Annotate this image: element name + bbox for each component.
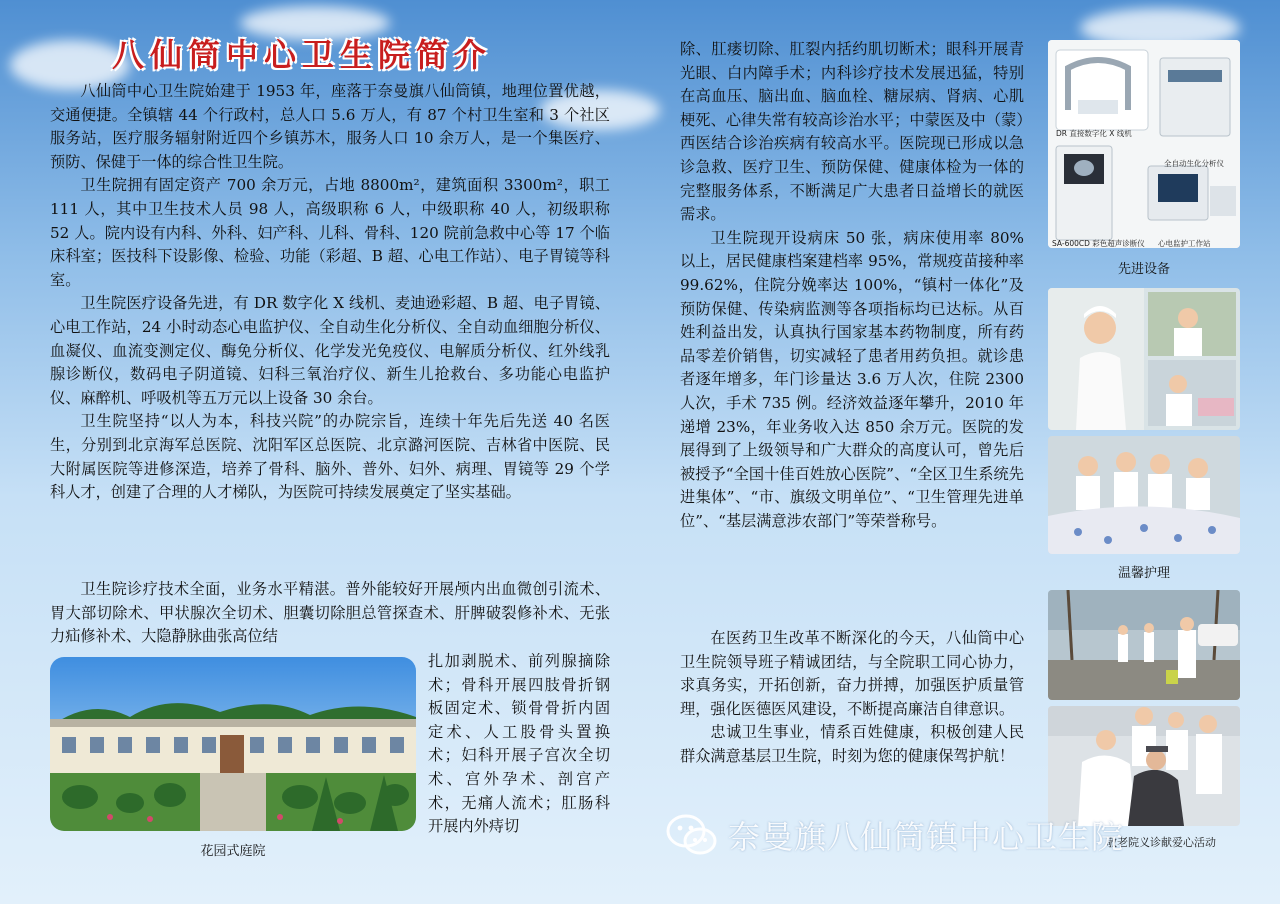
statistics-paragraph: 卫生院现开设病床 50 张，病床使用率 80% 以上，居民健康档案建档率 95%，常规疫苗接种率 99.62%，住院分娩率达 100%，“镇村一体化”及预防保健、传染病监测等各项指标均已达标。从百姓利益出发，认真执行国家基本药物制度，所有药品零差价销售，切实减轻了患者用药负担。就诊患者逐年增多，年门诊量达 3.6 万人次，住院 2300 人次，手术 735 例。经济效益逐年攀升，2010 年递增 23%，年业务收入达 850 余万元。医院的发展得到了上级领导和广大群众的高度认可，曾先后被授予“全国十佳百姓放心医院”、“全区卫生系统先进集体”、“市、旗级文明单位”、“卫生管理先进单位”、“基层满意涉农部门”等荣誉称号。 (680, 228, 1024, 530)
surgery-paragraph-wrap: 扎加剥脱术、前列腺摘除术；骨科开展四肢骨折钢板固定术、锁骨骨折内固定术、人工股骨头置换术；妇科开展子宫次全切术、宫外孕术、剖宫产术，无痛人流术；肛肠科开展内外痔切 (428, 652, 610, 836)
nursing-photo-top (1048, 288, 1240, 430)
intro-paragraph: 八仙筒中心卫生院始建于 1953 年，座落于奈曼旗八仙筒镇，地理位置优越，交通便捷。全镇辖 44 个行政村，总人口 5.6 万人，有 87 个村卫生室和 3 个社区服务站，医疗服务辐射附近四个乡镇苏木，服务人口 10 余万人，是一个集医疗、预防、保健于一体的综合性卫生院。 (50, 82, 610, 171)
equipment-label-ultrasound: SA-600CD 彩色超声诊断仪 (1052, 239, 1145, 248)
nursing-photo-bottom-image (1048, 436, 1240, 554)
outreach-photo-top-image (1048, 590, 1240, 700)
garden-caption: 花园式庭院 (200, 844, 266, 859)
equipment-photo-image (1048, 40, 1240, 248)
outreach-label: 敬老院义诊献爱心活动 (1106, 836, 1216, 849)
closing-column (680, 627, 1024, 769)
outreach-photo-bottom (1048, 706, 1240, 826)
watermark-text: 奈曼旗八仙筒镇中心卫生院 (728, 818, 1125, 856)
outreach-photo-top (1048, 590, 1240, 700)
surgery-paragraph: 卫生院诊疗技术全面，业务水平精湛。普外能较好开展颅内出血微创引流术、胃大部切除术、甲状腺次全切术、胆囊切除胆总管探查术、肝脾破裂修补术、无张力疝修补术、大隐静脉曲张高位结 (50, 580, 610, 646)
equipment-photo (1048, 40, 1240, 248)
nursing-photo-bottom (1048, 436, 1240, 554)
intro-column-left (50, 80, 610, 505)
equipment-label-dr: DR 直接数字化 X 线机 (1056, 129, 1132, 138)
surgery-wrap-column (428, 650, 610, 839)
equipment-paragraph: 卫生院医疗设备先进，有 DR 数字化 X 线机、麦迪逊彩超、B 超、电子胃镜、心电工作站，24 小时动态心电监护仪、全自动生化分析仪、全自动血细胞分析仪、血凝仪、血流变测定仪、酶免分析仪、化学发光免疫仪、电解质分析仪、红外线乳腺诊断仪，数码电子阴道镜、妇科三氧治疗仪、新生儿抢救台、多功能心电监护仪、麻醉机、呼吸机等五万元以上设备 30 余台。 (50, 294, 610, 407)
page-title: 八仙筒中心卫生院简介 (112, 36, 493, 74)
wechat-icon (666, 813, 718, 857)
equipment-label-biochem: 全自动生化分析仪 (1164, 159, 1224, 168)
equipment-label-ecg: 心电监护工作站 (1158, 239, 1211, 248)
intro-column-middle (680, 38, 1024, 533)
surgery-paragraph-continued: 除、肛瘘切除、肛裂内括约肌切断术；眼科开展青光眼、白内障手术；内科诊疗技术发展迅猛，特别在高血压、脑出血、脑血栓、糖尿病、肾病、心肌梗死、心律失常有较高诊治水平；中蒙医及中（蒙）西医结合诊治疾病有较高水平。医院现已形成以急诊急救、医疗卫生、预防保健、健康体检为一体的完整服务体系，不断满足广大患者日益增长的就医需求。 (680, 40, 1024, 224)
equipment-caption: 先进设备 (1117, 262, 1170, 277)
nursing-caption: 温馨护理 (1117, 566, 1170, 581)
reform-paragraph: 在医药卫生改革不断深化的今天，八仙筒中心卫生院领导班子精诚团结，与全院职工同心协力，求真务实，开拓创新，奋力拼搏，加强医护质量管理，强化医德医风建设，不断提高廉洁自律意识。 (680, 629, 1024, 718)
closing-paragraph: 忠诚卫生事业，情系百姓健康，积极创建人民群众满意基层卫生院，时刻为您的健康保驾护航！ (680, 723, 1024, 765)
garden-photo-image (50, 657, 416, 831)
assets-paragraph: 卫生院拥有固定资产 700 余万元，占地 8800m²，建筑面积 3300m²，职工 111 人，其中卫生技术人员 98 人，高级职称 6 人，中级职称 40 人，初级职称 52 人。院内设有内科、外科、妇产科、儿科、骨科、120 院前急救中心等 17 个临床科室；医技科下设影像、检验、功能（彩超、B 超、心电工作站）、电子胃镜等科室。 (50, 176, 610, 289)
surgery-paragraph-block (50, 578, 610, 649)
training-paragraph: 卫生院坚持“以人为本，科技兴院”的办院宗旨，连续十年先后先送 40 名医生，分别到北京海军总医院、沈阳军区总医院、北京潞河医院、吉林省中医院、民大附属医院等进修深造，培养了骨科、脑外、普外、妇外、病理、胃镜等 29 个学科人才，创建了合理的人才梯队，为医院可持续发展奠定了坚实基础。 (50, 412, 610, 502)
wechat-watermark (666, 812, 1124, 858)
nursing-photo-top-image (1048, 288, 1240, 430)
garden-photo (50, 657, 416, 831)
outreach-photo-bottom-image (1048, 706, 1240, 826)
